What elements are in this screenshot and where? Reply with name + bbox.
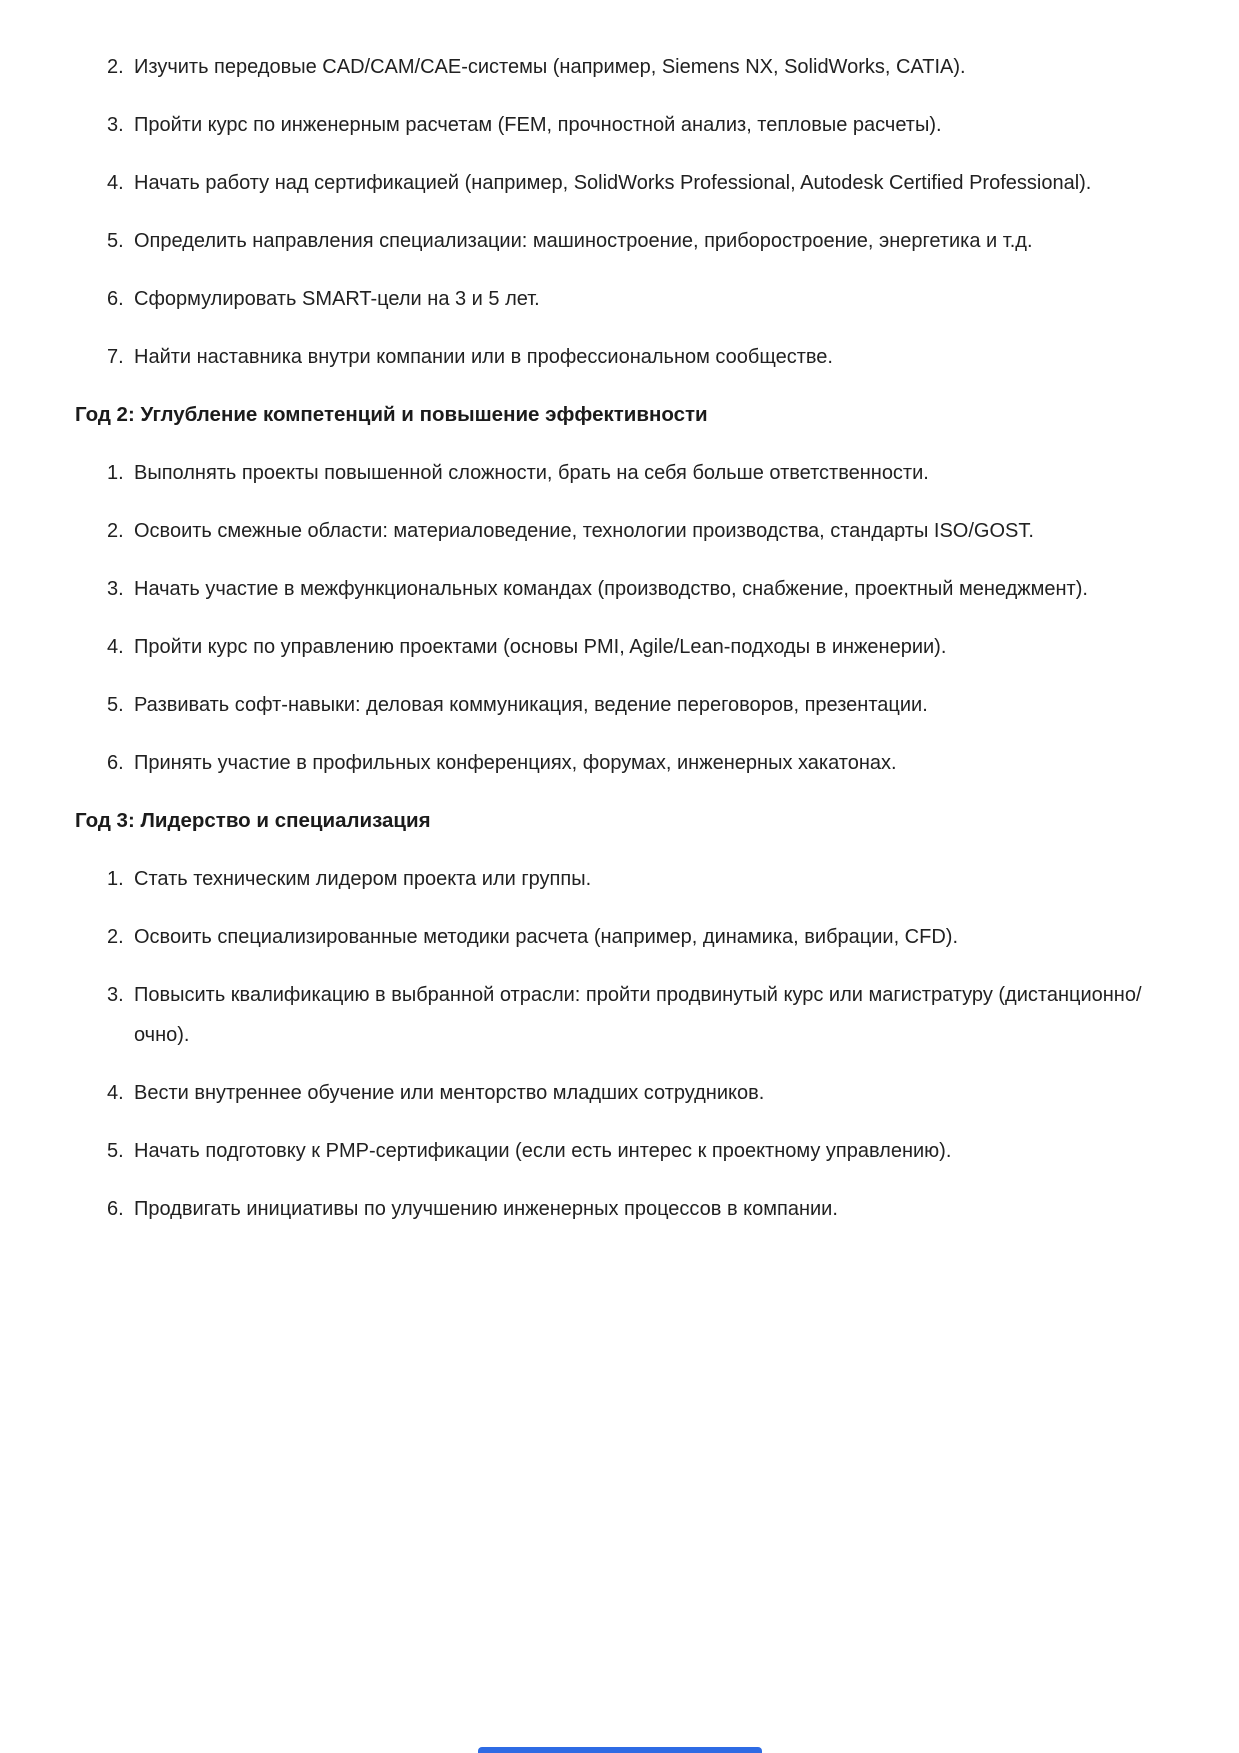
list-item (107, 337, 1165, 377)
list-item (107, 917, 1165, 957)
section-continued-list (75, 47, 1165, 377)
list-item (107, 1189, 1165, 1229)
list-item-number: 3. (107, 578, 124, 600)
list-item-text: Принять участие в профильных конференциях, форумах, инженерных хакатонах. (134, 752, 897, 774)
list-item (107, 1073, 1165, 1113)
list-item-text: Вести внутреннее обучение или менторство младших сотрудников. (134, 1082, 765, 1104)
list-item-text: Освоить смежные области: материаловедение, технологии производства, стандарты ISO/GOST. (134, 520, 1034, 542)
list-item (107, 279, 1165, 319)
bottom-accent-bar[interactable] (478, 1747, 762, 1753)
list-item-number: 4. (107, 636, 124, 658)
list-item (107, 1131, 1165, 1171)
list-item-number: 2. (107, 56, 124, 78)
list-item-text: Повысить квалификацию в выбранной отрасли: пройти продвинутый курс или магистратуру (дистанционно/очно). (134, 984, 1142, 1046)
list-item (107, 221, 1165, 261)
list-item-number: 4. (107, 172, 124, 194)
list-item (107, 163, 1165, 203)
list-item-text: Начать работу над сертификацией (например, SolidWorks Professional, Autodesk Certified Professional). (134, 172, 1092, 194)
numbered-list (75, 47, 1165, 377)
list-item-text: Изучить передовые CAD/CAM/CAE-системы (например, Siemens NX, SolidWorks, CATIA). (134, 56, 966, 78)
list-item-number: 1. (107, 868, 124, 890)
list-item-text: Сформулировать SMART-цели на 3 и 5 лет. (134, 288, 540, 310)
list-item-text: Пройти курс по управлению проектами (основы PMI, Agile/Lean-подходы в инженерии). (134, 636, 947, 658)
list-item-text: Начать подготовку к PMP-сертификации (если есть интерес к проектному управлению). (134, 1140, 952, 1162)
list-item-number: 3. (107, 984, 124, 1006)
list-item-text: Найти наставника внутри компании или в профессиональном сообществе. (134, 346, 833, 368)
list-item (107, 975, 1165, 1055)
list-item-number: 2. (107, 520, 124, 542)
section-year-3 (75, 801, 1165, 1229)
list-item-number: 2. (107, 926, 124, 948)
list-item (107, 105, 1165, 145)
list-item-number: 6. (107, 288, 124, 310)
list-item-text: Пройти курс по инженерным расчетам (FEM, прочностной анализ, тепловые расчеты). (134, 114, 942, 136)
list-item-text: Стать техническим лидером проекта или группы. (134, 868, 592, 890)
section-year-2 (75, 395, 1165, 783)
list-item-text: Освоить специализированные методики расчета (например, динамика, вибрации, CFD). (134, 926, 959, 948)
list-item (107, 627, 1165, 667)
list-item-number: 6. (107, 1198, 124, 1220)
list-item (107, 569, 1165, 609)
list-item (107, 859, 1165, 899)
list-item-number: 6. (107, 752, 124, 774)
list-item (107, 511, 1165, 551)
section-heading-year-3: Год 3: Лидерство и специализация (75, 809, 431, 832)
list-item (107, 685, 1165, 725)
list-item-text: Развивать софт-навыки: деловая коммуникация, ведение переговоров, презентации. (134, 694, 928, 716)
numbered-list (75, 453, 1165, 783)
list-item-number: 1. (107, 462, 124, 484)
list-item-number: 4. (107, 1082, 124, 1104)
list-item-number: 5. (107, 230, 124, 252)
section-heading-year-2: Год 2: Углубление компетенций и повышение эффективности (75, 403, 708, 426)
list-item-text: Определить направления специализации: машиностроение, приборостроение, энергетика и т.д. (134, 230, 1033, 252)
list-item-text: Начать участие в межфункциональных командах (производство, снабжение, проектный менеджмент). (134, 578, 1088, 600)
list-item (107, 453, 1165, 493)
list-item (107, 743, 1165, 783)
list-item-number: 3. (107, 114, 124, 136)
numbered-list (75, 859, 1165, 1229)
list-item-number: 5. (107, 1140, 124, 1162)
list-item-text: Выполнять проекты повышенной сложности, брать на себя больше ответственности. (134, 462, 929, 484)
list-item-number: 5. (107, 694, 124, 716)
list-item (107, 47, 1165, 87)
list-item-number: 7. (107, 346, 124, 368)
list-item-text: Продвигать инициативы по улучшению инженерных процессов в компании. (134, 1198, 838, 1220)
